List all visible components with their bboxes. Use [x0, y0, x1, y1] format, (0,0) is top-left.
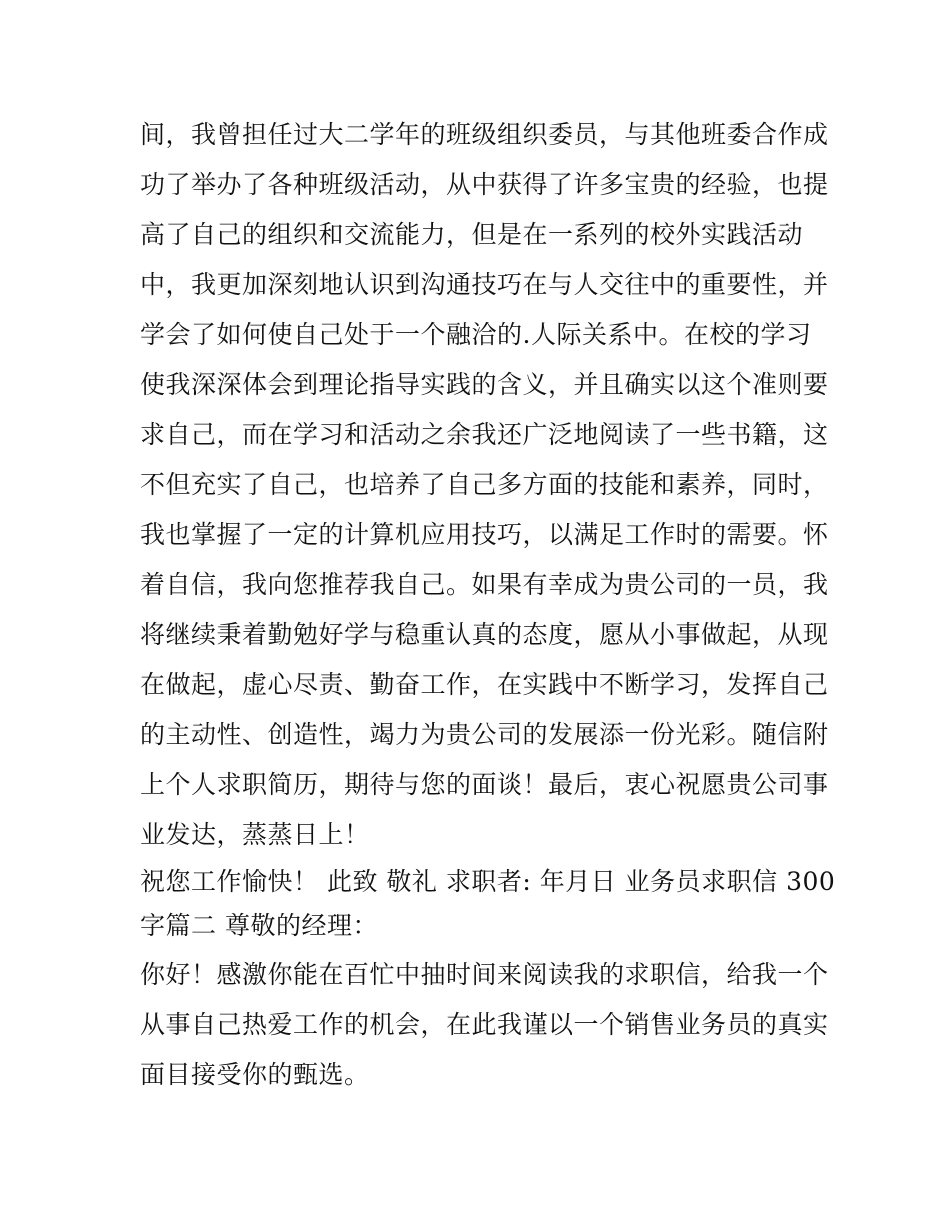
- paragraph-line: 在做起，虚心尽责、勤奋工作，在实践中不断学习，发挥自己: [140, 670, 829, 699]
- paragraph-line: 从事自己热爱工作的机会，在此我谨以一个销售业务员的真实: [140, 1010, 829, 1039]
- paragraph-line: 高了自己的组织和交流能力，但是在一系列的校外实践活动: [140, 220, 804, 249]
- paragraph-line: 将继续秉着勤勉好学与稳重认真的态度，愿从小事做起，从现: [140, 620, 829, 649]
- paragraph-line: 功了举办了各种班级活动，从中获得了许多宝贵的经验，也提: [140, 170, 829, 199]
- paragraph-line: 间，我曾担任过大二学年的班级组织委员，与其他班委合作成: [140, 120, 829, 149]
- paragraph-line: 上个人求职简历，期待与您的面谈！最后，衷心祝愿贵公司事: [140, 770, 829, 799]
- greeting-line: 你好！感激你能在百忙中抽时间来阅读我的求职信，给我一个: [140, 960, 829, 989]
- paragraph-line: 学会了如何使自己处于一个融洽的.人际关系中。在校的学习: [140, 320, 812, 349]
- paragraph-line: 中，我更加深刻地认识到沟通技巧在与人交往中的重要性，并: [140, 270, 829, 299]
- paragraph-line: 业发达，蒸蒸日上！: [140, 820, 370, 849]
- section-heading-line: 字篇二 尊敬的经理：: [140, 911, 378, 940]
- paragraph-line: 面目接受你的甄选。: [140, 1060, 370, 1089]
- paragraph-line: 不但充实了自己，也培养了自己多方面的技能和素养，同时，: [140, 470, 829, 499]
- paragraph-line: 我也掌握了一定的计算机应用技巧，以满足工作时的需要。怀: [140, 520, 829, 549]
- paragraph-line: 的主动性、创造性，竭力为贵公司的发展添一份光彩。随信附: [140, 720, 829, 749]
- paragraph-line: 求自己，而在学习和活动之余我还广泛地阅读了一些书籍，这: [140, 420, 829, 449]
- paragraph-line: 着自信，我向您推荐我自己。如果有幸成为贵公司的一员，我: [140, 570, 829, 599]
- closing-line: 祝您工作愉快！ 此致 敬礼 求职者: 年月日 业务员求职信 300: [140, 867, 836, 896]
- cover-letter-body: [140, 110, 836, 1100]
- paragraph-line: 使我深深体会到理论指导实践的含义，并且确实以这个准则要: [140, 370, 829, 399]
